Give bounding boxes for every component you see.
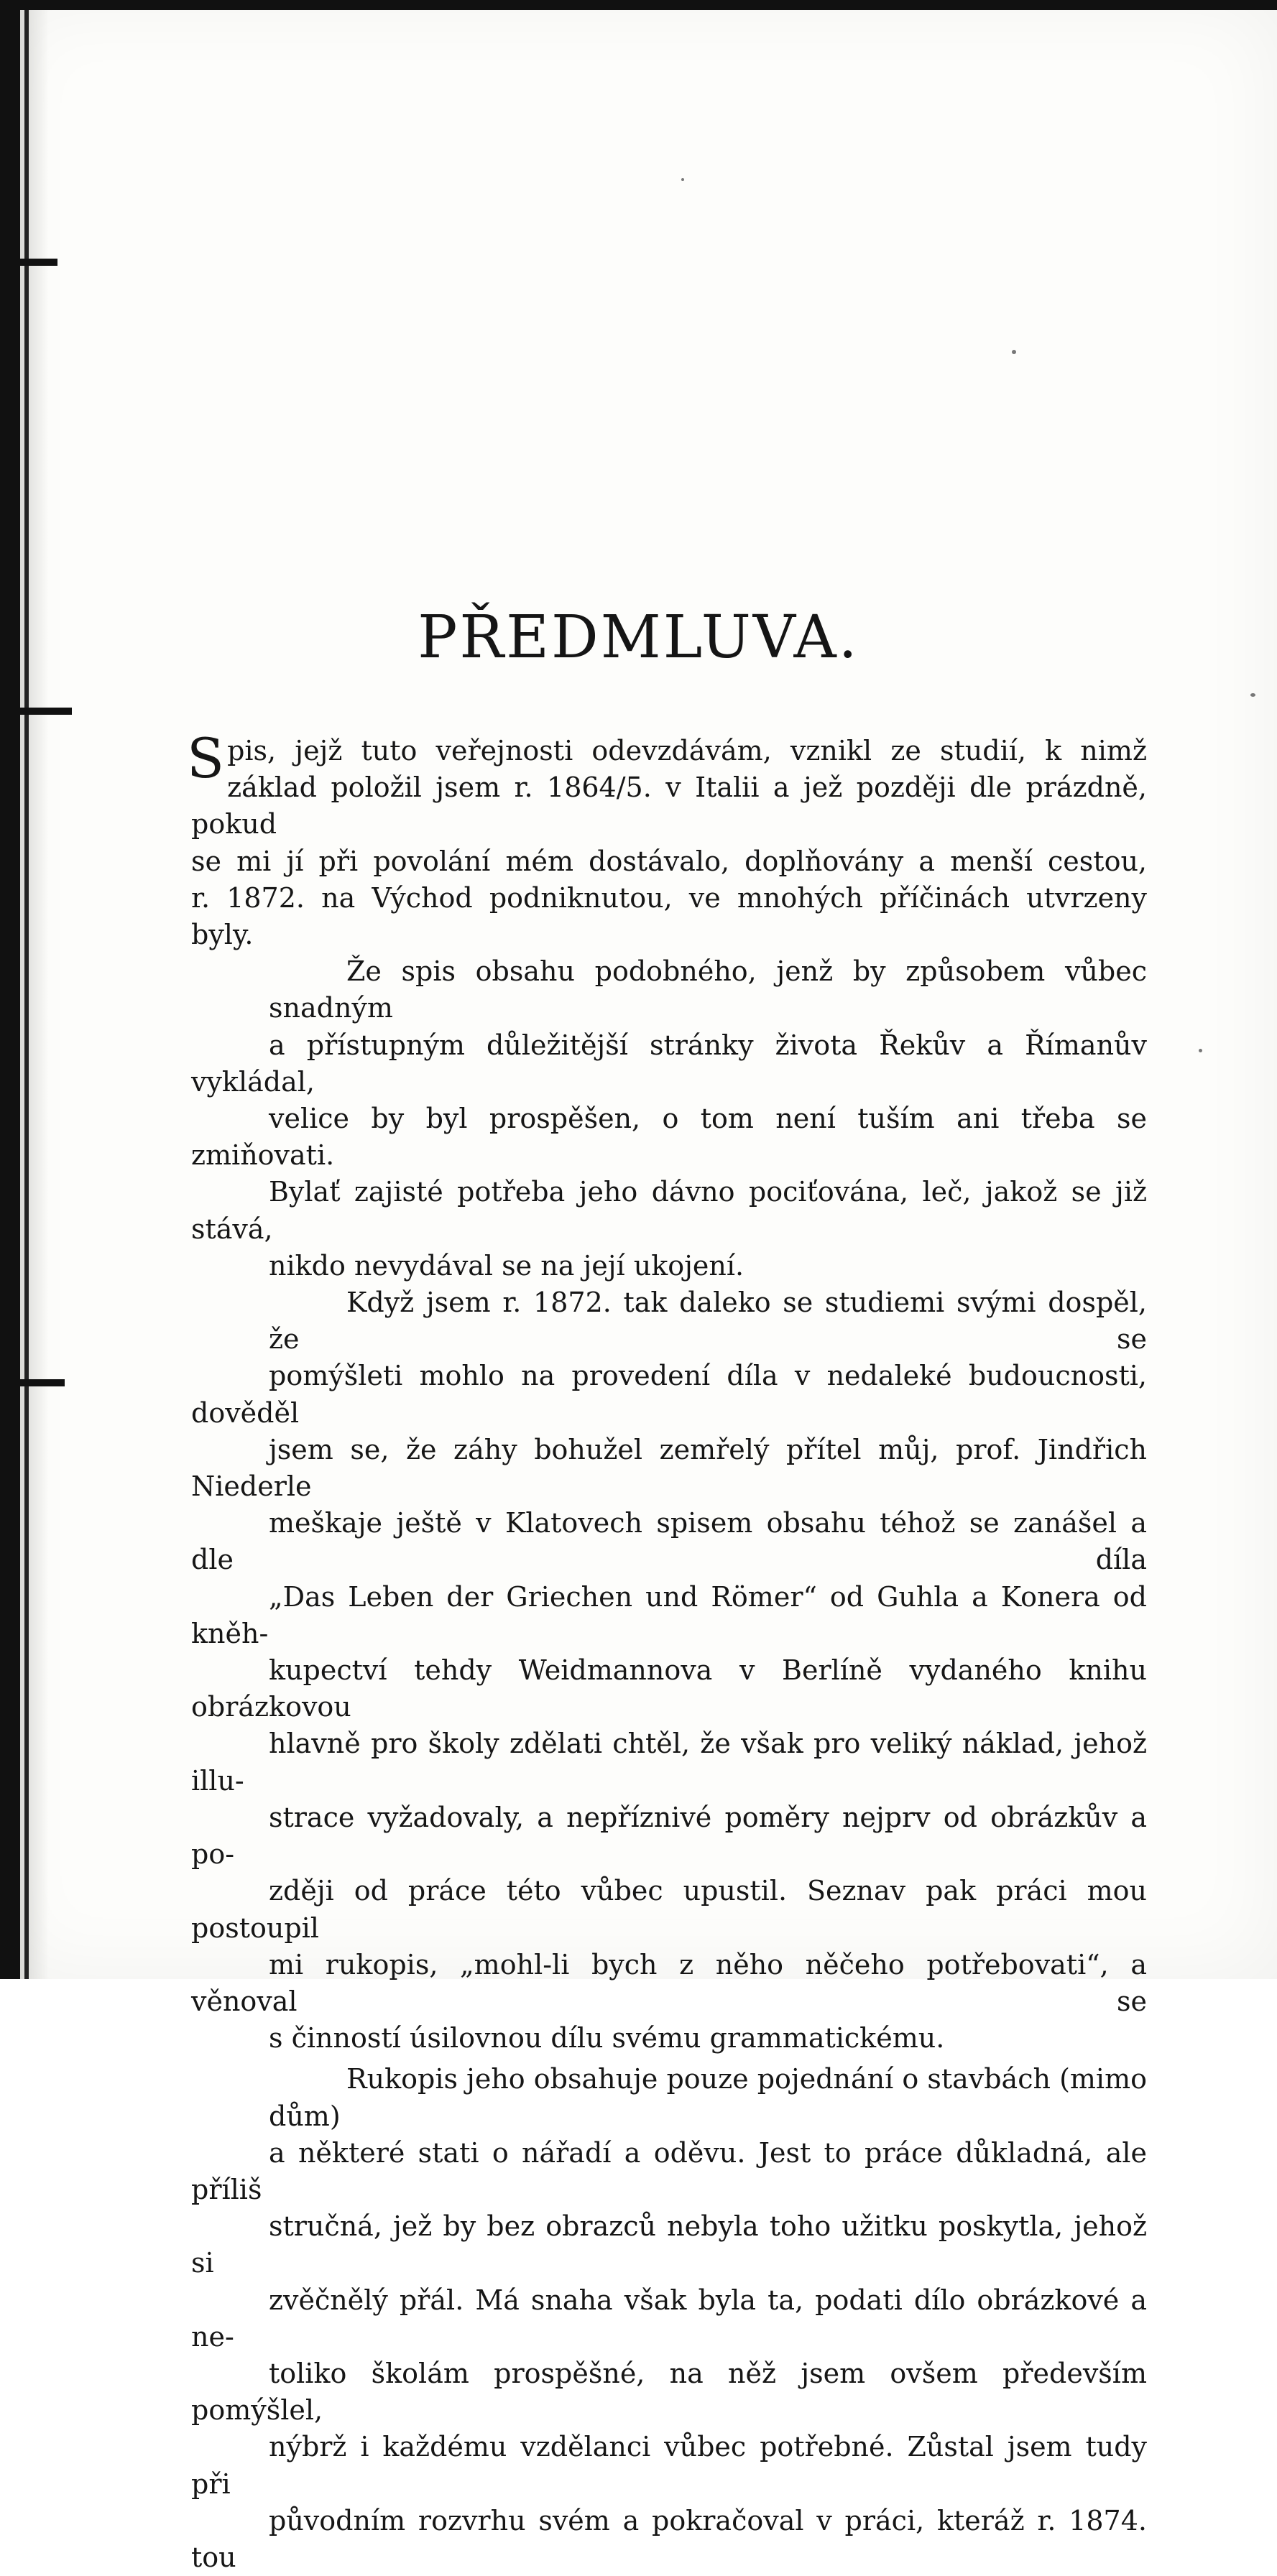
paper-speck <box>1199 1049 1202 1052</box>
text-line: mi rukopis, „mohl-li bych z něho něčeho potřebovati“, a věnoval se <box>191 1948 1147 2017</box>
binding-mark <box>0 259 57 266</box>
text-line: zvěčnělý přál. Má snaha však byla ta, podati dílo obrázkové a ne- <box>191 2284 1147 2353</box>
text-line: nikdo nevydával se na její ukojení. <box>269 1249 744 1282</box>
text-line: velice by byl prospěšen, o tom není tuším ani třeba se zmiňovati. <box>191 1103 1147 1172</box>
binding-mark <box>0 708 72 715</box>
paper-speck <box>1012 350 1016 354</box>
text-line: strace vyžadovaly, a nepříznivé poměry nejprv od obrázkův a po- <box>191 1801 1147 1871</box>
text-line: toliko školám prospěšné, na něž jsem ovšem především pomýšlel, <box>191 2357 1147 2427</box>
paper-speck <box>681 178 684 181</box>
text-line: Bylať zajisté potřeba jeho dávno pociťována, leč, jakož se již stává, <box>191 1176 1147 1245</box>
paragraph-1 <box>187 726 1147 953</box>
text-line: se mi jí při povolání mém dostávalo, doplňovány a menší cestou, <box>191 845 1147 877</box>
text-line: stručná, jež by bez obrazců nebyla toho užitku poskytla, jehož si <box>191 2210 1147 2279</box>
text-line: jsem se, že záhy bohužel zemřelý přítel můj, prof. Jindřich Niederle <box>191 1433 1147 1503</box>
text-line: původním rozvrhu svém a pokračoval v práci, kteráž r. 1874. tou <box>191 2504 1147 2573</box>
paragraph-2 <box>191 953 1147 1284</box>
text-line: s činností úsilovnou dílu svému grammatickému. <box>269 2022 945 2054</box>
drop-cap: S <box>187 726 225 790</box>
body-text <box>187 726 1147 2576</box>
text-line: hlavně pro školy zdělati chtěl, že však pro veliký náklad, jehož illu- <box>191 1728 1147 1797</box>
text-line: a přístupným důležitější stránky života Řekův a Římanův vykládal, <box>191 1029 1147 1098</box>
text-line: základ položil jsem r. 1864/5. v Italii a jež později dle prázdně, pokud <box>191 772 1147 840</box>
text-line: kupectví tehdy Weidmannova v Berlíně vydaného knihu obrázkovou <box>191 1654 1147 1723</box>
text-line: meškaje ještě v Klatovech spisem obsahu téhož se zanášel a dle díla <box>191 1507 1147 1576</box>
text-line: Když jsem r. 1872. tak daleko se studiemi svými dospěl, že se <box>269 1287 1147 1356</box>
page-left-edge <box>0 0 20 1979</box>
text-line: zději od práce této vůbec upustil. Seznav pak práci mou postoupil <box>191 1875 1147 1944</box>
paragraph-3 <box>191 1284 1147 2057</box>
text-line: pis, jejž tuto veřejnosti odevzdávám, vznikl ze studií, k nimž <box>227 735 1147 766</box>
text-line: Že spis obsahu podobného, jenž by způsobem vůbec snadným <box>269 955 1147 1024</box>
text-line: „Das Leben der Griechen und Römer“ od Guhla a Konera od kněh- <box>191 1580 1147 1649</box>
text-line: pomýšleti mohlo na provedení díla v nedaleké budoucnosti, dověděl <box>191 1360 1147 1429</box>
page-title: PŘEDMLUVA. <box>418 603 859 672</box>
text-line: nýbrž i každému vzdělanci vůbec potřebné. Zůstal jsem tudy při <box>191 2431 1147 2500</box>
text-line: r. 1872. na Východ podniknutou, ve mnohých příčinách utvrzeny byly. <box>191 881 1147 951</box>
text-line: a některé stati o nářadí a oděvu. Jest to práce důkladná, ale příliš <box>191 2136 1147 2205</box>
binding-line <box>24 0 29 1979</box>
paragraph-4 <box>191 2061 1147 2576</box>
binding-mark <box>0 1379 65 1386</box>
page-top-edge <box>0 0 1277 10</box>
paper-speck <box>1250 693 1255 697</box>
text-line: Rukopis jeho obsahuje pouze pojednání o stavbách (mimo dům) <box>269 2063 1147 2132</box>
